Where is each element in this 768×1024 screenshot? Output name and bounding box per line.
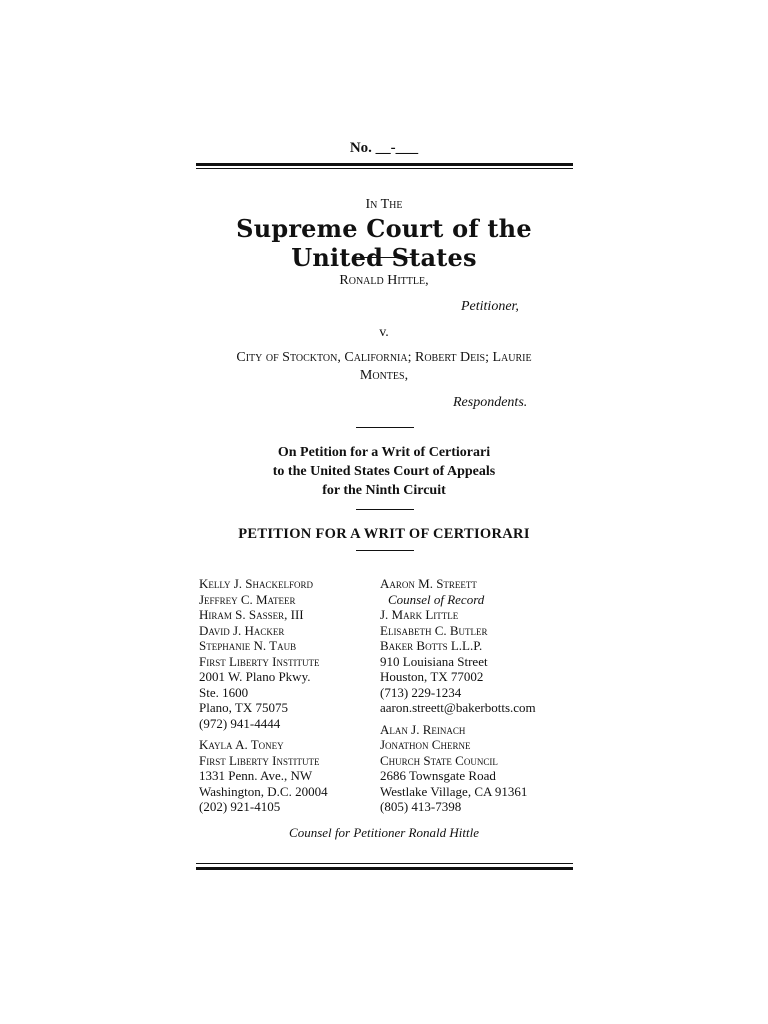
in-the-heading: In The — [365, 197, 403, 212]
docket-number: No. __-___ — [349, 140, 419, 156]
firm-name: First Liberty Institute — [199, 752, 320, 768]
petition-on-line-1: On Petition for a Writ of Certiorari — [277, 445, 491, 460]
counsel-of-record-name: Aaron M. Streett — [380, 576, 477, 591]
counsel-name: Alan J. Reinach — [380, 721, 466, 737]
address-line: 2686 Townsgate Road — [380, 768, 496, 783]
address-line: Ste. 1600 — [199, 684, 249, 700]
email-address: aaron.streett@bakerbotts.com — [380, 700, 536, 715]
counsel-name: Stephanie N. Taub — [199, 638, 297, 653]
counsel-name: Jonathon Cherne — [380, 737, 471, 752]
address-line: Washington, D.C. 20004 — [199, 783, 328, 799]
counsel-name: J. Mark Little — [380, 607, 459, 622]
court-name: Supreme Court of the United States — [236, 214, 532, 272]
divider-rule — [356, 427, 414, 428]
document-title: PETITION FOR A WRIT OF CERTIORARI — [238, 526, 530, 542]
address-line: 2001 W. Plano Pkwy. — [199, 669, 311, 684]
counsel-name: Kayla A. Toney — [199, 737, 284, 752]
firm-name: First Liberty Institute — [199, 653, 320, 669]
phone-number: (713) 229-1234 — [380, 684, 462, 700]
right-counsel-block — [380, 576, 536, 815]
respondents-line-1: City of Stockton, California; Robert Deis; Laurie — [236, 350, 532, 365]
top-double-rule — [196, 163, 573, 169]
phone-number: (202) 921-4105 — [199, 799, 281, 814]
firm-name: Church State Council — [380, 752, 498, 768]
counsel-for-petitioner: Counsel for Petitioner Ronald Hittle — [289, 825, 479, 840]
respondents-line-2: Montes, — [359, 368, 409, 383]
counsel-name: David J. Hacker — [199, 622, 285, 638]
counsel-name: Hiram S. Sasser, III — [199, 607, 304, 622]
firm-name: Baker Botts L.L.P. — [380, 638, 483, 653]
petition-on-line-3: for the Ninth Circuit — [322, 483, 446, 498]
left-counsel-block — [199, 576, 328, 815]
respondents-role: Respondents. — [453, 395, 528, 410]
address-line: 910 Louisiana Street — [380, 653, 488, 669]
divider-rule — [356, 550, 414, 551]
phone-number: (805) 413-7398 — [380, 799, 462, 814]
petition-on-line-2: to the United States Court of Appeals — [272, 464, 496, 479]
address-line: Houston, TX 77002 — [380, 669, 484, 684]
counsel-name: Elisabeth C. Butler — [380, 622, 488, 638]
divider-rule — [356, 509, 414, 510]
counsel-name: Jeffrey C. Mateer — [199, 591, 296, 607]
counsel-name: Kelly J. Shackelford — [199, 576, 314, 591]
bottom-double-rule — [196, 863, 573, 870]
address-line: 1331 Penn. Ave., NW — [199, 768, 313, 783]
petitioner-name: Ronald Hittle, — [339, 273, 429, 288]
address-line: Westlake Village, CA 91361 — [380, 783, 528, 799]
petitioner-role: Petitioner, — [461, 299, 519, 314]
counsel-of-record-label: Counsel of Record — [388, 591, 485, 607]
versus: v. — [379, 325, 389, 340]
address-line: Plano, TX 75075 — [199, 700, 288, 715]
divider-rule — [356, 257, 414, 258]
phone-number: (972) 941-4444 — [199, 715, 281, 731]
